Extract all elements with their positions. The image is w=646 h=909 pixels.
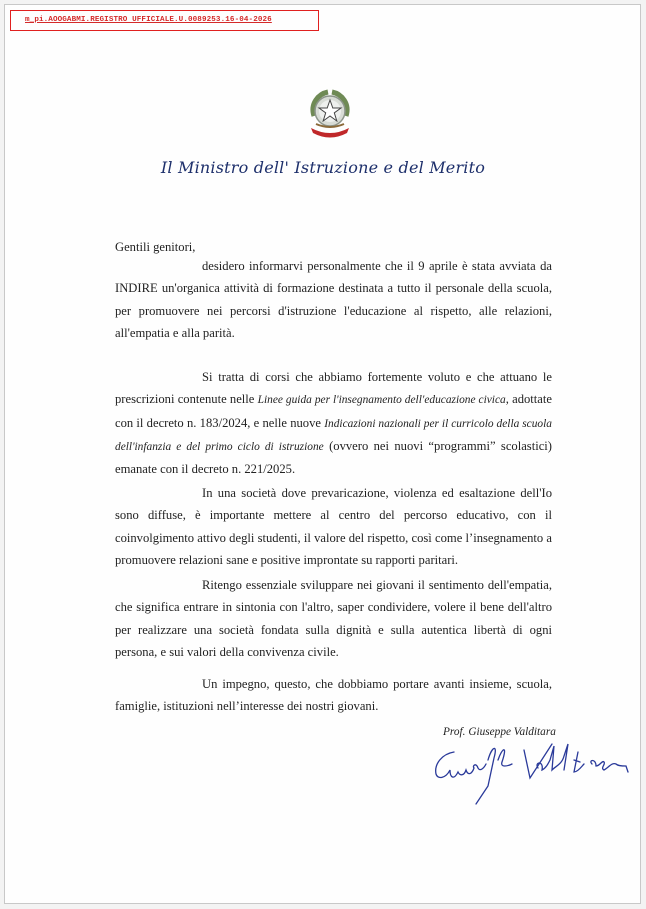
letter-body-4 — [115, 574, 552, 663]
letter-body-2 — [115, 366, 552, 480]
letter-body-5 — [115, 673, 552, 718]
linee-guida-title: Linee guida per l'insegnamento dell'educazione civica — [257, 394, 506, 407]
italian-republic-emblem-icon — [304, 86, 356, 140]
paragraph-4: Ritengo essenziale sviluppare nei giovani il sentimento dell'empatia, che significa entrare in sintonia con l'altro, saper condividere, volere il bene dell'altro per realizzare una società fondata sulla dignità e sulla autentica libertà di ogni persona, e sui valori della convivenza civile. — [115, 578, 552, 659]
p2-text-b: , adottate con il decreto n. 183/2024, e nelle nuove — [115, 392, 552, 430]
paragraph-3: In una società dove prevaricazione, violenza ed esaltazione dell'Io sono diffuse, è importante mettere al centro del percorso educativo, con il coinvolgimento attivo degli studenti, il valore del rispetto, così come l’insegnamento a promuovere relazioni sane e positive improntate su rapporti paritari. — [115, 486, 552, 567]
p2-text-c: (ovvero nei nuovi “programmi” scolastici) emanate con il decreto n. 221/2025. — [115, 438, 552, 477]
paragraph-5: Un impegno, questo, che dobbiamo portare avanti insieme, scuola, famiglie, istituzioni nell’interesse dei nostri giovani. — [115, 677, 552, 714]
handwritten-signature-icon — [428, 738, 633, 808]
signatory-name: Prof. Giuseppe Valditara — [443, 726, 556, 738]
letter-body — [115, 255, 552, 344]
paragraph-1: desidero informarvi personalmente che il 9 aprile è stata avviata da INDIRE un'organica attività di formazione destinata a tutto il personale della scuola, per promuovere nei percorsi d'istruzione l'educazione al rispetto, alle relazioni, all'empatia e alla parità. — [115, 259, 552, 340]
letter-body-3 — [115, 482, 552, 571]
paragraph-2 — [115, 366, 552, 480]
indicazioni-nazionali-title: Indicazioni nazionali per il curricolo della scuola dell'infanzia e del primo ciclo di istruzione — [115, 417, 552, 453]
protocol-stamp: m_pi.AOOGABMI.REGISTRO UFFICIALE.U.0089253.16-04-2026 — [10, 10, 319, 31]
letter-greeting: Gentili genitori, — [115, 240, 196, 254]
ministry-title: Il Ministro dell' Istruzione e del Merito — [160, 158, 486, 177]
p2-text-a: Si tratta di corsi che abbiamo fortemente voluto e che attuano le prescrizioni contenute nelle — [115, 370, 552, 407]
